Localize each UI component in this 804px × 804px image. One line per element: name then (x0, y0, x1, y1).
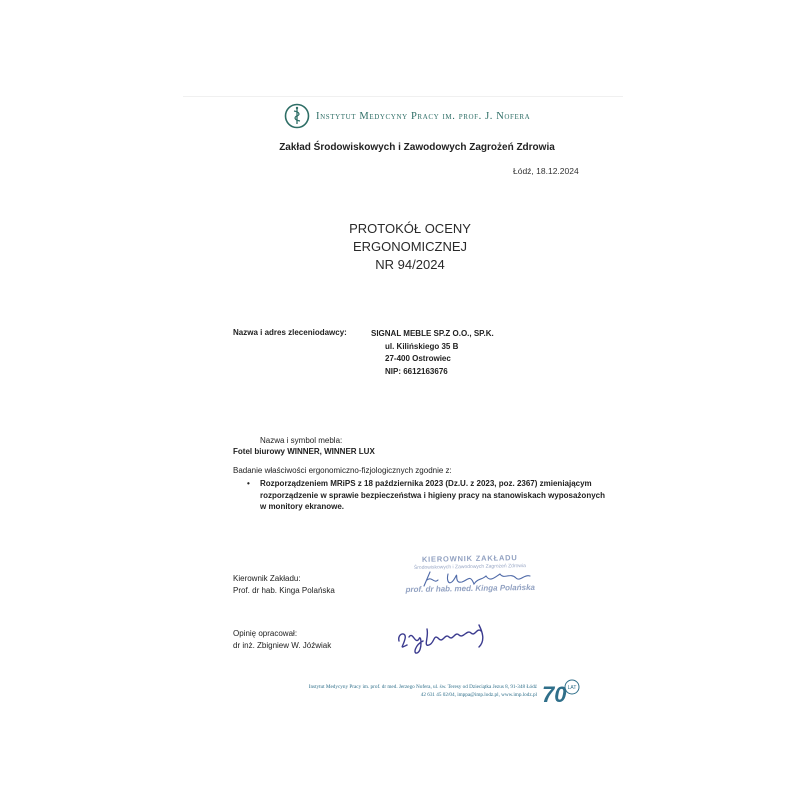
page-edge (183, 96, 623, 97)
document-title (300, 220, 520, 274)
stamp-name: prof. dr hab. med. Kinga Polańska (405, 582, 536, 595)
product-label: Nazwa i symbol mebla: (260, 436, 343, 445)
client-city: 27-400 Ostrowiec (385, 354, 451, 363)
institute-name: Instytut Medycyny Pracy im. prof. J. Nofera (316, 110, 531, 122)
product-value: Fotel biurowy WINNER, WINNER LUX (233, 447, 375, 456)
head-name: Prof. dr hab. Kinga Polańska (233, 586, 335, 595)
footer-line-2: 42 631 45 02/04, imppa@imp.lodz.pl, www.imp.lodz.pl (420, 692, 537, 698)
client-street: ul. Kilińskiego 35 B (385, 341, 459, 351)
document-date: Łódź, 18.12.2024 (513, 166, 579, 176)
stamp-title: KIEROWNIK ZAKŁADU (421, 553, 518, 564)
client-nip: NIP: 6612163676 (385, 366, 448, 376)
study-intro: Badanie właściwości ergonomiczno-fizjologicznych zgodnie z: (233, 466, 452, 475)
client-label: Nazwa i adres zleceniodawcy: (233, 328, 347, 337)
department-name: Zakład Środowiskowych i Zawodowych Zagrożeń Zdrowia (279, 142, 555, 153)
client-name: SIGNAL MEBLE SP.Z O.O., SP.K. (371, 329, 494, 338)
caduceus-icon (284, 103, 310, 129)
title-line-2: ERGONOMICZNEJ (352, 239, 468, 254)
title-line-3: NR 94/2024 (375, 257, 445, 272)
anniversary-70-icon (540, 678, 580, 708)
study-item-line-2: rozporządzenie w sprawie bezpieczeństwa i higieny pracy na stanowiskach wyposażonych (260, 490, 605, 500)
head-role: Kierownik Zakładu: (233, 574, 301, 583)
letterhead (284, 103, 530, 129)
anniversary-suffix: LAT (567, 685, 577, 691)
title-line-1: PROTOKÓŁ OCENY (349, 221, 471, 236)
author-role: Opinię opracował: (233, 629, 298, 638)
client-details (371, 328, 494, 378)
stamp-subtitle: Środowiskowych i Zawodowych Zagrożeń Zdrowia (413, 563, 526, 571)
anniversary-number: 70 (542, 682, 567, 707)
study-item-line-1: Rozporządzeniem MRiPS z 18 października 2023 (Dz.U. z 2023, poz. 2367) zmieniającym (260, 479, 592, 488)
head-signature (420, 566, 540, 592)
author-signature (393, 619, 493, 657)
author-name: dr inż. Zbigniew W. Jóźwiak (233, 641, 332, 650)
footer-address (232, 683, 537, 699)
bullet-icon: • (247, 479, 250, 488)
study-item-line-3: w monitory ekranowe. (260, 502, 345, 511)
study-list-item (247, 478, 607, 513)
footer-line-1: Instytut Medycyny Pracy im. prof. dr med. Jerzego Nofera, ul. św. Teresy od Dzieciątka Jezus 8, 91-348 Łódź (308, 684, 537, 690)
